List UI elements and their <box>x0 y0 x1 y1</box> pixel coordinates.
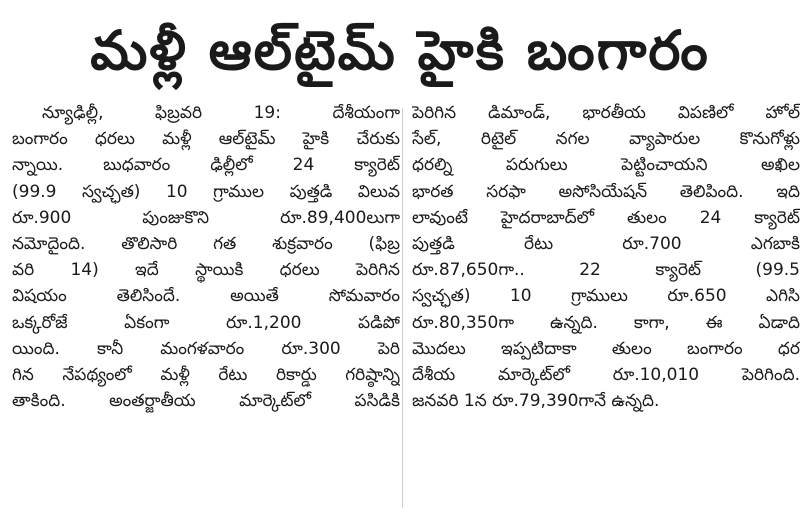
article-line: లావుంటే హైదరాబాద్‌లో తులం 24 క్యారెట్ <box>412 207 800 228</box>
article-line: భారత సరఫా అసోసియేషన్ తెలిపింది. ఇది <box>412 181 800 202</box>
article-line: న్నాయి. బుధవారం ఢిల్లీలో 24 క్యారెట్ <box>12 155 400 176</box>
article-line: న్యూఢిల్లీ, ఫిబ్రవరి 19: దేశీయంగా <box>42 103 400 123</box>
article-column-right <box>412 100 800 414</box>
article-line: యింది. కానీ మంగళవారం రూ.300 పెరి <box>12 338 400 359</box>
article-line: నమోదైంది. తొలిసారి గత శుక్రవారం (ఫిబ్ర <box>12 233 400 254</box>
article-line: ధరల్ని పరుగులు పెట్టించాయని అఖిల <box>412 155 800 176</box>
article-line: బంగారం ధరలు మళ్లీ ఆల్‌టైమ్ హైకి చేరుకు <box>12 129 400 150</box>
article-line: గిన నేపథ్యంలో మళ్లీ రేటు రికార్డు గరిష్ఠాన్ని <box>12 364 400 385</box>
headline: మళ్లీ ఆల్‌టైమ్ హైకి బంగారం <box>90 19 710 82</box>
article-line: పుత్తడి రేటు రూ.700 ఎగబాకి <box>412 233 800 254</box>
article-line: వరి 14) ఇదే స్థాయికి ధరలు పెరిగిన <box>12 260 400 281</box>
article-line: రూ.80,350గా ఉన్నది. కాగా, ఈ ఏడాది <box>412 312 800 333</box>
article-line: సేల్, రిటైల్ నగల వ్యాపారుల కొనుగోళ్లు <box>412 129 800 150</box>
article-line: పెరిగిన డిమాండ్, భారతీయ విపణిలో హోల్ <box>412 103 800 123</box>
article-line: దేశీయ మార్కెట్‌లో రూ.10,010 పెరిగింది. <box>412 364 800 385</box>
article-line: తాకింది. అంతర్జాతీయ మార్కెట్‌లో పసిడికి <box>12 391 400 412</box>
article-line: ఒక్కరోజే ఏకంగా రూ.1,200 పడిపో <box>12 312 400 333</box>
article-line: విషయం తెలిసిందే. అయితే సోమవారం <box>12 286 400 307</box>
article-line: జనవరి 1న రూ.79,390గానే ఉన్నది. <box>412 391 660 412</box>
article-line: రూ.900 పుంజుకొని రూ.89,400లుగా <box>12 207 400 228</box>
article-line: మొదలు ఇప్పటిదాకా తులం బంగారం ధర <box>412 338 800 359</box>
article-line: రూ.87,650గా.. 22 క్యారెట్ (99.5 <box>412 260 800 281</box>
article-line: (99.9 స్వచ్ఛత) 10 గ్రాముల పుత్తడి విలువ <box>12 181 400 202</box>
article-column-left <box>12 100 400 414</box>
article-line: స్వచ్ఛత) 10 గ్రాములు రూ.650 ఎగిసి <box>412 286 800 307</box>
column-divider <box>402 108 403 508</box>
